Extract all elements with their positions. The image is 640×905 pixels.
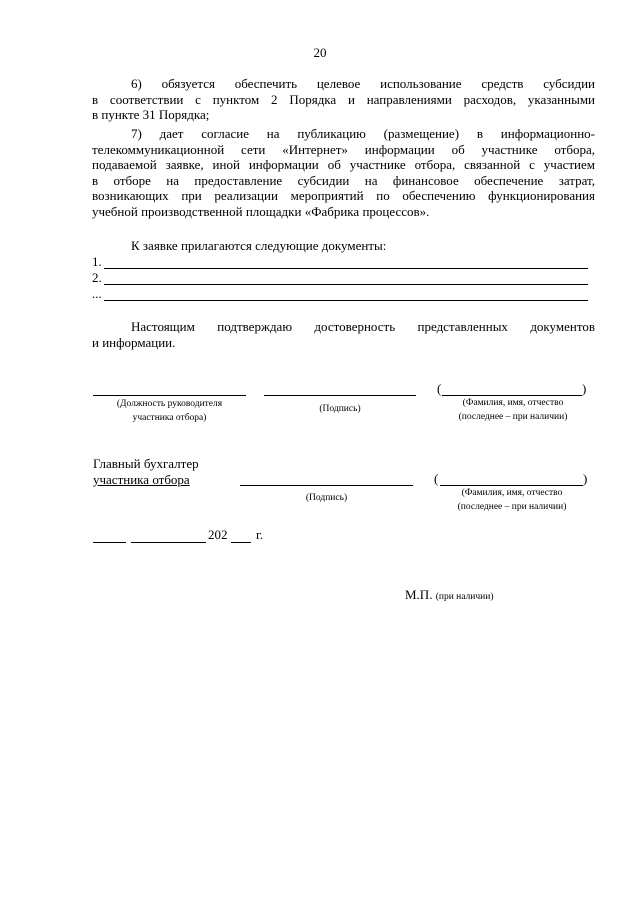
- accountant-title: [93, 456, 199, 488]
- date-year-line: [231, 542, 251, 543]
- stamp-label-text: М.П.: [405, 587, 433, 602]
- document-item-3: [92, 286, 588, 301]
- confirmation-line-1: Настоящим подтверждаю достоверность представленных документов: [131, 319, 595, 334]
- date-year-suffix: г.: [256, 527, 264, 542]
- document-item-number: ...: [92, 286, 102, 301]
- document-item-blank-line: [104, 273, 588, 285]
- accountant-title-line-2: участника отбора: [93, 472, 190, 487]
- head-signature-caption: (Подпись): [319, 404, 361, 414]
- item-7-paragraph: [92, 126, 595, 220]
- head-position-caption: [93, 397, 246, 425]
- date-month-line: [131, 542, 206, 543]
- confirmation-paragraph: [92, 319, 595, 350]
- page-number: 20: [313, 45, 327, 60]
- stamp-label: [405, 587, 493, 603]
- document-item-number: 2.: [92, 270, 102, 285]
- item-7-line-4: в отборе на предоставление субсидии на финансовое обеспечение затрат,: [92, 172, 595, 188]
- documents-intro: К заявке прилагаются следующие документы:: [131, 238, 387, 253]
- item-6-paragraph: [92, 76, 595, 123]
- document-item-1: [92, 254, 588, 269]
- item-6-line-3: в пункте 31 Порядка;: [92, 107, 210, 123]
- head-signature-line: [264, 395, 416, 396]
- item-7-line-5: возникающих при реализации мероприятий по обеспечению функционирования: [92, 188, 595, 204]
- accountant-name-close-paren: ): [583, 471, 588, 486]
- head-position-caption-line-1: (Должность руководителя: [116, 399, 223, 409]
- item-6-line-1: 6) обязуется обеспечить целевое использование средств субсидии: [131, 76, 595, 91]
- document-item-blank-line: [104, 257, 588, 269]
- item-7-line-6: учебной производственной площадки «Фабрика процессов».: [92, 203, 430, 219]
- head-name-caption-line-2: (последнее – при наличии): [458, 412, 568, 422]
- accountant-name-caption-line-1: (Фамилия, имя, отчество: [461, 488, 563, 498]
- accountant-name-caption-line-2: (последнее – при наличии): [457, 502, 567, 512]
- document-item-number: 1.: [92, 254, 102, 269]
- item-6-line-2: в соответствии с пунктом 2 Порядка и направлениями расходов, указанными: [92, 91, 595, 107]
- head-name-close-paren: ): [582, 381, 587, 396]
- date-year-prefix: 202: [208, 527, 228, 542]
- accountant-name-caption: [438, 486, 586, 514]
- accountant-signature-line: [240, 485, 413, 486]
- date-day-line: [93, 542, 126, 543]
- accountant-signature-caption: (Подпись): [305, 493, 348, 503]
- head-position-line: [93, 395, 246, 396]
- document-item-2: [92, 270, 588, 285]
- accountant-name-open-paren: (: [434, 471, 439, 486]
- head-name-caption-line-1: (Фамилия, имя, отчество: [462, 398, 564, 408]
- stamp-note: (при наличии): [435, 592, 494, 602]
- item-7-line-1: 7) дает согласие на публикацию (размещение) в информационно-: [131, 126, 595, 141]
- item-7-line-3: подаваемой заявке, иной информации об участнике отбора, связанной с участием: [92, 157, 595, 173]
- accountant-title-line-1: Главный бухгалтер: [93, 456, 199, 471]
- document-item-blank-line: [104, 289, 588, 301]
- head-name-caption: [440, 396, 586, 424]
- head-position-caption-line-2: участника отбора): [132, 413, 207, 423]
- head-name-open-paren: (: [437, 381, 442, 396]
- confirmation-line-2: и информации.: [92, 334, 176, 350]
- item-7-line-2: телекоммуникационной сети «Интернет» информации об участнике отбора,: [92, 141, 595, 157]
